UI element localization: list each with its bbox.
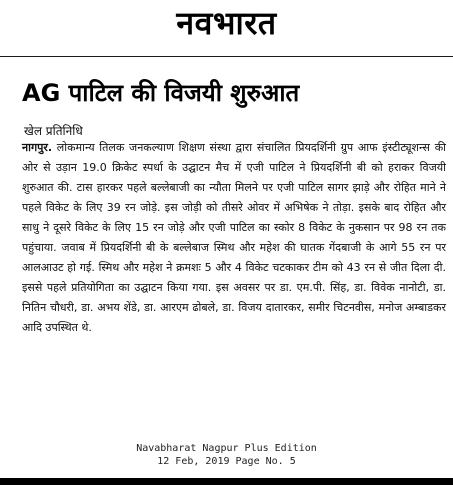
edition-footer [0, 442, 453, 468]
article-headline: AG पाटिल की विजयी शुरुआत [22, 79, 300, 107]
masthead-divider [0, 56, 453, 57]
article-dateline: नागपुर. [22, 141, 53, 154]
edition-date-page: 12 Feb, 2019 Page No. 5 [157, 456, 296, 467]
bottom-border [0, 478, 453, 485]
newspaper-title: नवभारत [176, 4, 277, 42]
edition-name: Navabharat Nagpur Plus Edition [136, 443, 317, 454]
article-body-text: लोकमान्य तिलक जनकल्याण शिक्षण संस्था द्वारा संचालित प्रियदर्शिनी ग्रुप आफ इंस्टीट्यूशन्स की ओर से उड़ान 19.0 क्रिकेट स्पर्धा के उद्घाटन मैच में एजी पाटिल ने प्रियदर्शिनी बी को हराकर विजयी शुरुआत की. टास हारकर पहले बल्लेबाजी का न्यौता मिलने पर एजी पाटिल सागर झाड़े और रोहित माने ने पहले विकेट के लिए 39 रन जोड़े. इस जोड़ी को तीसरे ओवर में अभिषेक ने तोड़ा. इसके बाद रोहित और साधु ने दूसरे विकेट के लिए 15 रन जोड़े और एजी पाटिल का स्कोर 8 विकेट के नुकसान पर 98 रन तक पहुंचाया. जवाब में प्रियदर्शिनी बी के बल्लेबाज स्मिथ और महेश की घातक गेंदबाजी के आगे 55 रन पर आलआउट हो गई. स्मिथ और महेश ने क्रमशः 5 और 4 विकेट चटकाकर टीम को 43 रन से जीत दिला दी. इससे पहले प्रतियोगिता का उद्घाटन किया गया. इस अवसर पर डा. एम.पी. सिंह, डा. विवेक नानोटी, डा. नितिन चौधरी, डा. अभय शेंडे, डा. आरएम ढोबले, डा. विजय दातारकर, समीर चिटनवीस, मनोज अम्बाडकर आदि उपस्थित थे. [22, 141, 446, 334]
masthead [0, 0, 453, 46]
article-byline: खेल प्रतिनिधि [24, 124, 83, 138]
article-body [22, 138, 446, 338]
